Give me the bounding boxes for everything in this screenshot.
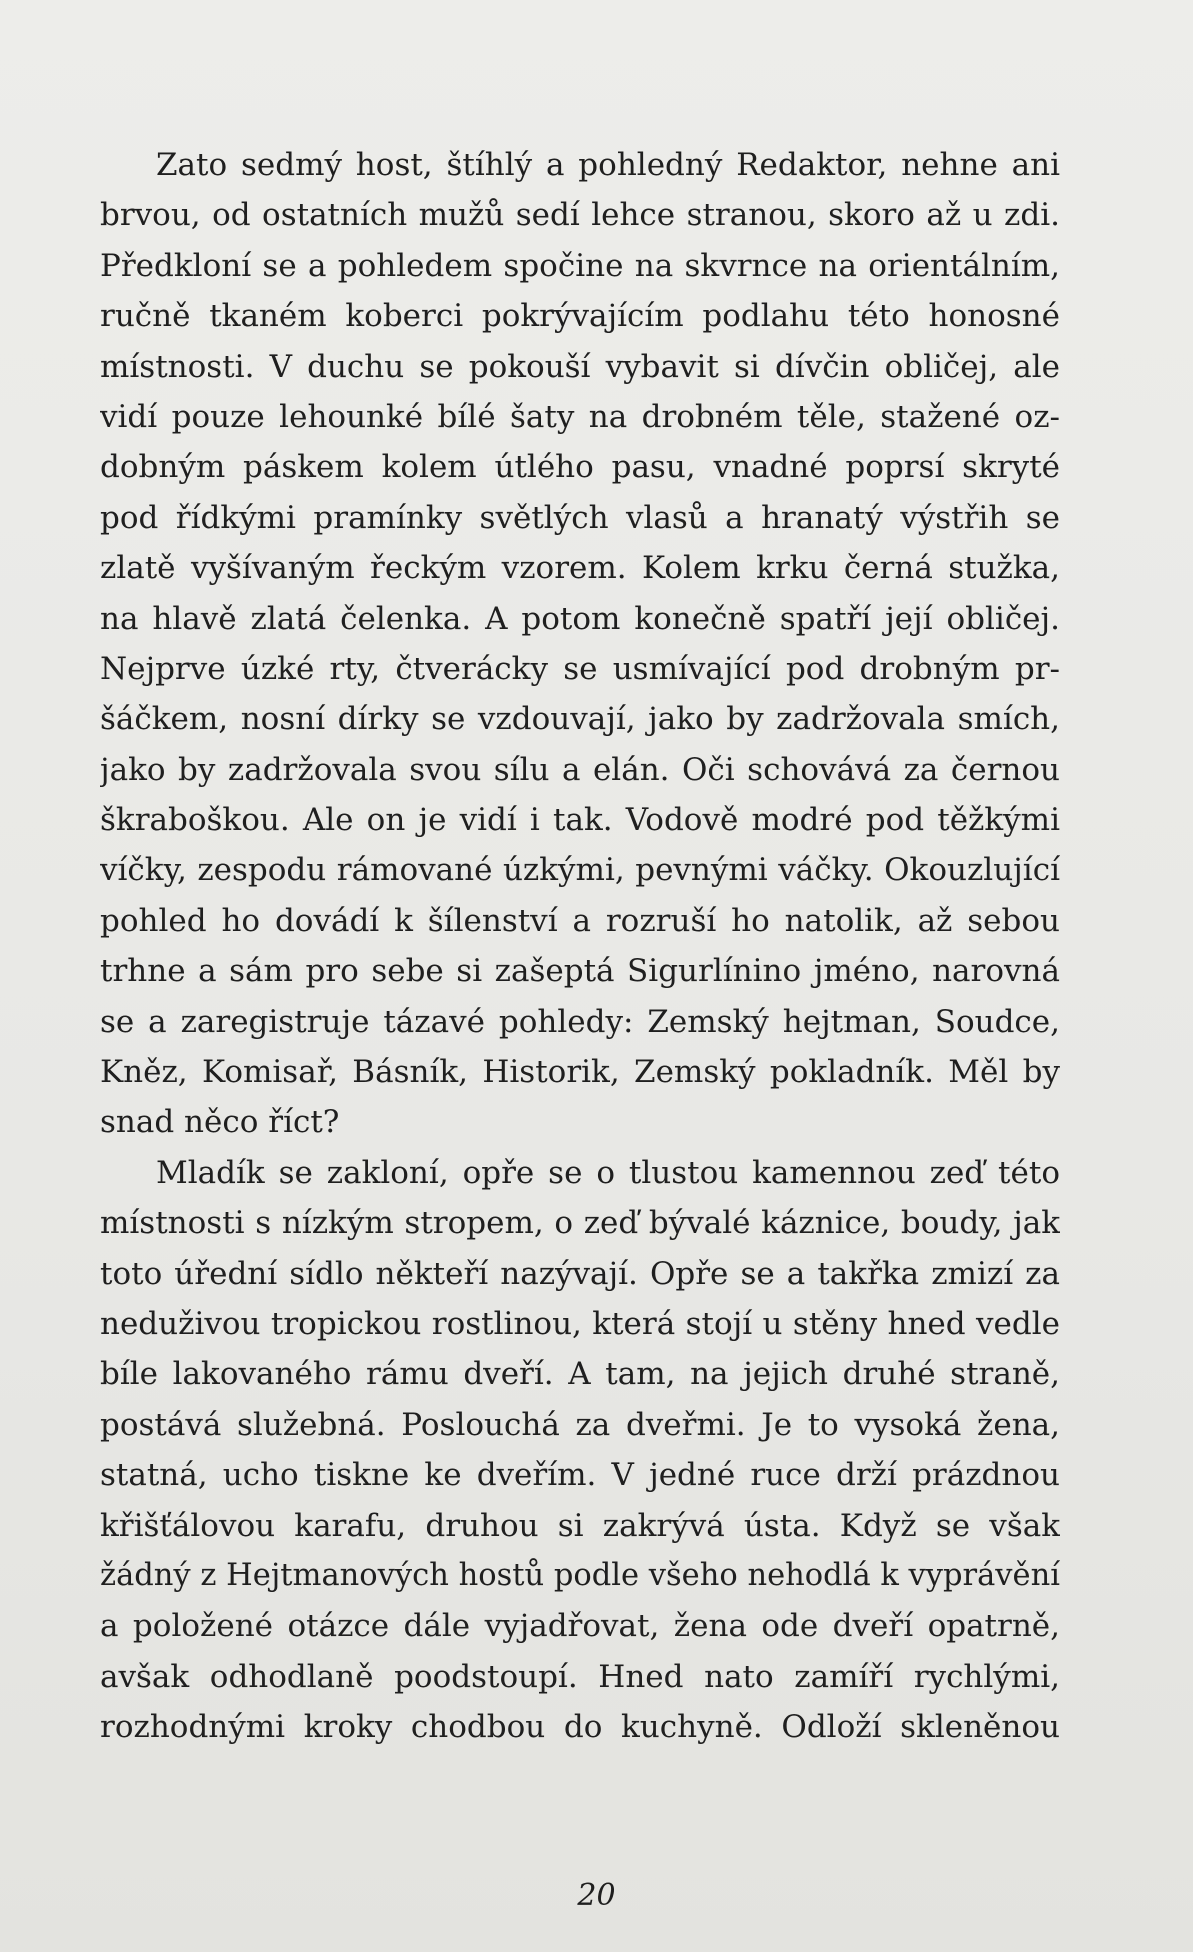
text-line: žádný z Hejtmanových hostů podle všeho nehodlá k vyprávění bbox=[100, 1557, 1060, 1593]
text-line: vidí pouze lehounké bílé šaty na drobném těle, stažené oz- bbox=[100, 398, 1060, 435]
text-line: ručně tkaném koberci pokrývajícím podlahu této honosné bbox=[100, 298, 1060, 335]
text-line: Nejprve úzké rty, čtverácky se usmívající pod drobným pr- bbox=[100, 650, 1060, 687]
page-number: 20 bbox=[577, 1878, 616, 1913]
text-line: Předkloní se a pohledem spočine na skvrnce na orientálním, bbox=[100, 247, 1060, 284]
text-line: křišťálovou karafu, druhou si zakrývá ústa. Když se však bbox=[100, 1507, 1060, 1544]
text-line: Kněz, Komisař, Básník, Historik, Zemský pokladník. Měl by bbox=[100, 1054, 1060, 1091]
text-line: trhne a sám pro sebe si zašeptá Sigurlínino jméno, narovná bbox=[100, 953, 1060, 990]
text-line: a položené otázce dále vyjadřovat, žena ode dveří opatrně, bbox=[100, 1608, 1060, 1645]
text-line: se a zaregistruje tázavé pohledy: Zemský hejtman, Soudce, bbox=[100, 1003, 1060, 1040]
text-line: na hlavě zlatá čelenka. A potom konečně spatří její obličej. bbox=[100, 600, 1060, 637]
text-line: místnosti s nízkým stropem, o zeď bývalé káznice, boudy, jak bbox=[100, 1205, 1060, 1242]
text-line: škraboškou. Ale on je vidí i tak. Vodově modré pod těžkými bbox=[100, 802, 1060, 839]
text-line: víčky, zespodu rámované úzkými, pevnými váčky. Okouzlující bbox=[100, 852, 1060, 889]
text-line: zlatě vyšívaným řeckým vzorem. Kolem krku černá stužka, bbox=[100, 550, 1060, 587]
text-line: dobným páskem kolem útlého pasu, vnadné poprsí skryté bbox=[100, 449, 1060, 486]
text-line: Mladík se zakloní, opře se o tlustou kamennou zeď této bbox=[156, 1154, 1060, 1191]
text-line: šáčkem, nosní dírky se vzdouvají, jako by zadržovala smích, bbox=[100, 701, 1060, 738]
text-line: snad něco říct? bbox=[100, 1104, 340, 1141]
body-text bbox=[100, 140, 1060, 1753]
text-line: pohled ho dovádí k šílenství a rozruší ho natolik, až sebou bbox=[100, 902, 1060, 939]
text-line: místnosti. V duchu se pokouší vybavit si dívčin obličej, ale bbox=[100, 348, 1060, 385]
text-line: brvou, od ostatních mužů sedí lehce stranou, skoro až u zdi. bbox=[100, 197, 1060, 234]
text-line: neduživou tropickou rostlinou, která stojí u stěny hned vedle bbox=[100, 1305, 1060, 1342]
text-line: pod řídkými pramínky světlých vlasů a hranatý výstřih se bbox=[100, 499, 1060, 536]
text-line: postává služebná. Poslouchá za dveřmi. Je to vysoká žena, bbox=[100, 1406, 1060, 1443]
text-line: jako by zadržovala svou sílu a elán. Oči schovává za černou bbox=[100, 751, 1060, 788]
text-line: avšak odhodlaně poodstoupí. Hned nato zamíří rychlými, bbox=[100, 1658, 1060, 1695]
text-line: toto úřední sídlo někteří nazývají. Opře se a takřka zmizí za bbox=[100, 1255, 1060, 1292]
text-line: bíle lakovaného rámu dveří. A tam, na jejich druhé straně, bbox=[100, 1356, 1060, 1393]
text-line: rozhodnými kroky chodbou do kuchyně. Odloží skleněnou bbox=[100, 1709, 1060, 1746]
text-line: Zato sedmý host, štíhlý a pohledný Redaktor, nehne ani bbox=[156, 147, 1060, 183]
text-line: statná, ucho tiskne ke dveřím. V jedné ruce drží prázdnou bbox=[100, 1457, 1060, 1494]
